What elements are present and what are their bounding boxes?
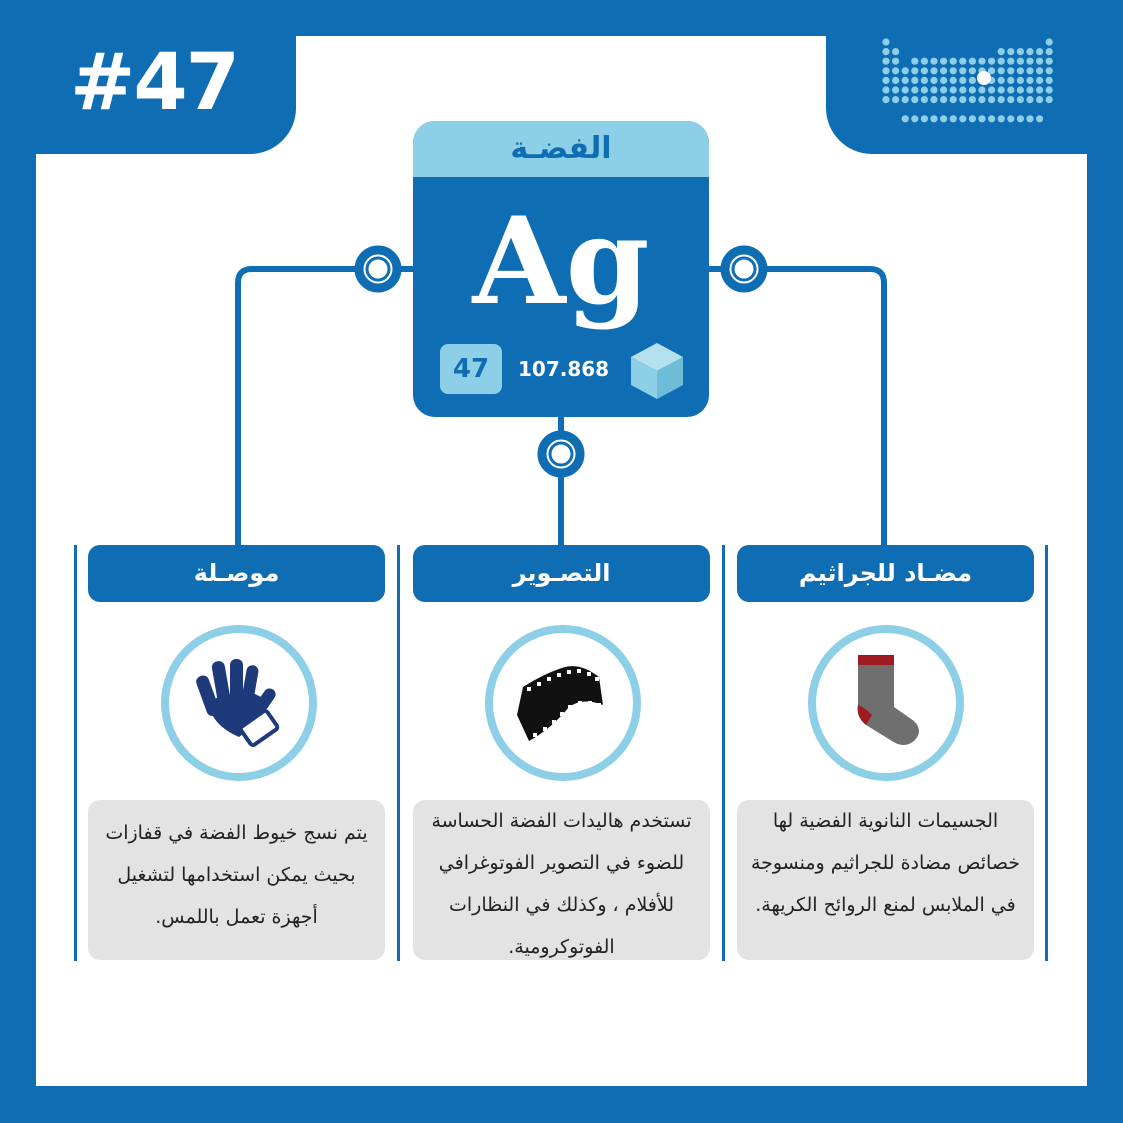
sock-icon [828,645,944,761]
column-text-conductive: يتم نسج خيوط الفضة في قفازات بحيث يمكن استخدامها لتشغيل أجهزة تعمل باللمس. [88,800,385,960]
cube-icon [627,339,687,401]
column-text-photography: تستخدم هاليدات الفضة الحساسة للضوء في التصوير الفوتوغرافي للأفلام ، وكذلك في النظارات الفوتوكرومية. [413,800,710,960]
column-divider [397,545,400,961]
element-card [413,121,709,417]
column-title-antibacterial: مضـاد للجراثيم [737,545,1034,602]
column-title-photography: التصـوير [413,545,710,602]
column-text-antibacterial: الجسيمات النانوية الفضية لها خصائص مضادة للجراثيم ومنسوجة في الملابس لمنع الروائح الكريهة. [737,800,1034,960]
column-divider [722,545,725,961]
column-divider [74,545,77,961]
column-divider [1045,545,1048,961]
atomic-number-badge: 47 [440,344,502,394]
element-name: الفضـة [413,121,709,177]
film-strip-icon [505,645,621,761]
element-number-tag: #47 [70,38,238,128]
element-symbol: Ag [472,191,650,332]
column-title-conductive: موصـلة [88,545,385,602]
atomic-mass: 107.868 [518,357,610,381]
glove-icon [181,645,297,761]
